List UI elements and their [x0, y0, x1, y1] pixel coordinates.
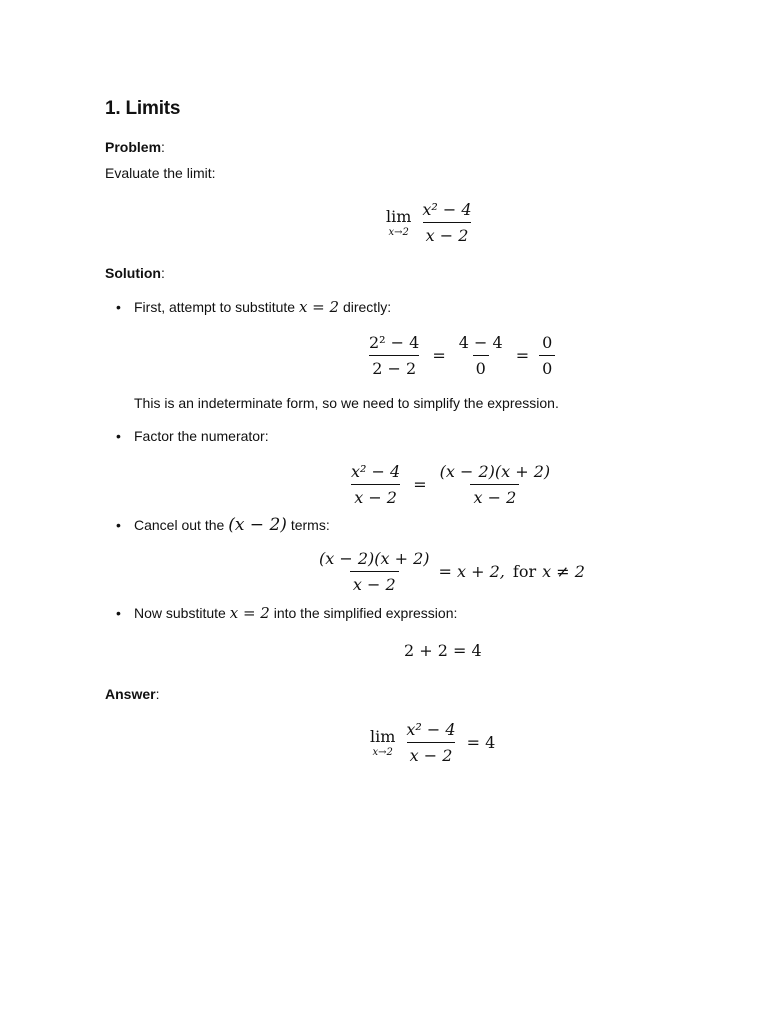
step1-frac2: [456, 333, 506, 378]
answer-lim-sub: x→2: [372, 747, 393, 758]
step1-frac2-den: 0: [473, 355, 489, 378]
problem-numerator: x² − 4: [422, 200, 472, 219]
answer-lim: [370, 727, 395, 758]
step1-frac1-num: 2² − 4: [369, 333, 420, 352]
answer-lim-word: lim: [370, 727, 396, 746]
step3-result: = x + 2,: [438, 562, 505, 581]
step2-rhs-den: x − 2: [470, 484, 519, 507]
answer-denominator: x − 2: [407, 742, 456, 765]
step4-text: [134, 604, 457, 622]
step3-frac: [316, 549, 433, 594]
step3-frac-den: x − 2: [350, 571, 399, 594]
problem-limit-expression: [386, 200, 479, 245]
problem-lim-sub: x→2: [388, 227, 409, 238]
step3-text-before: Cancel out the: [134, 517, 225, 533]
step1-text-before: First, attempt to substitute: [134, 299, 296, 315]
step3-math: (x − 2): [228, 515, 287, 535]
problem-fraction: [419, 200, 474, 245]
equals-sign: =: [432, 346, 446, 365]
equals-sign: =: [413, 475, 427, 494]
section-title: 1. Limits: [105, 98, 181, 119]
answer-result: = 4: [466, 733, 496, 752]
equals-sign: =: [515, 346, 530, 365]
step1-frac3-den: 0: [539, 355, 555, 378]
problem-label-text: Problem: [105, 139, 162, 155]
step1-frac1-den: 2 − 2: [369, 355, 419, 378]
problem-denominator: x − 2: [423, 222, 472, 245]
problem-lim-word: lim: [386, 207, 412, 226]
step1-text: [134, 298, 391, 316]
step4-math: x = 2: [229, 604, 270, 622]
step2-lhs: [348, 462, 403, 507]
step3-frac-num: (x − 2)(x + 2): [319, 549, 430, 568]
solution-label: [105, 265, 165, 281]
solution-label-colon: :: [161, 265, 165, 281]
answer-fraction: [403, 720, 458, 765]
step4-result: 2 + 2 = 4: [404, 641, 482, 660]
step1-note: This is an indeterminate form, so we need to simplify the expression.: [134, 395, 559, 411]
step1-math: x = 2: [298, 298, 340, 316]
step1-frac2-num: 4 − 4: [458, 333, 503, 352]
step2-rhs: [437, 462, 554, 507]
answer-label-text: Answer: [105, 686, 156, 702]
problem-lim: [386, 207, 411, 238]
problem-intro: Evaluate the limit:: [105, 165, 216, 181]
step1-frac3-num: 0: [542, 333, 553, 352]
answer-label-colon: :: [155, 686, 160, 702]
step2-lhs-den: x − 2: [351, 484, 400, 507]
step1-text-after: directly:: [342, 299, 392, 315]
step4-text-after: into the simplified expression:: [273, 605, 458, 621]
answer-label: [105, 686, 159, 702]
problem-label: [105, 139, 165, 155]
answer-numerator: x² − 4: [406, 720, 456, 739]
step2-lhs-num: x² − 4: [351, 462, 401, 481]
step1-frac1: [366, 333, 422, 378]
problem-label-colon: :: [161, 139, 165, 155]
step3-text: [134, 515, 330, 535]
step2-text: Factor the numerator:: [134, 428, 269, 444]
step4-text-before: Now substitute: [134, 605, 226, 621]
step2-rhs-num: (x − 2)(x + 2): [439, 462, 551, 481]
step2-equation: [344, 462, 557, 507]
solution-label-text: Solution: [105, 265, 161, 281]
step3-for-word: for: [512, 562, 537, 581]
step3-equation: [312, 549, 585, 594]
step1-frac3: [539, 333, 555, 378]
step3-text-after: terms:: [290, 517, 330, 533]
step3-condition: x ≠ 2: [542, 562, 585, 581]
answer-limit-expression: [370, 720, 495, 765]
step1-equation: [362, 333, 559, 378]
